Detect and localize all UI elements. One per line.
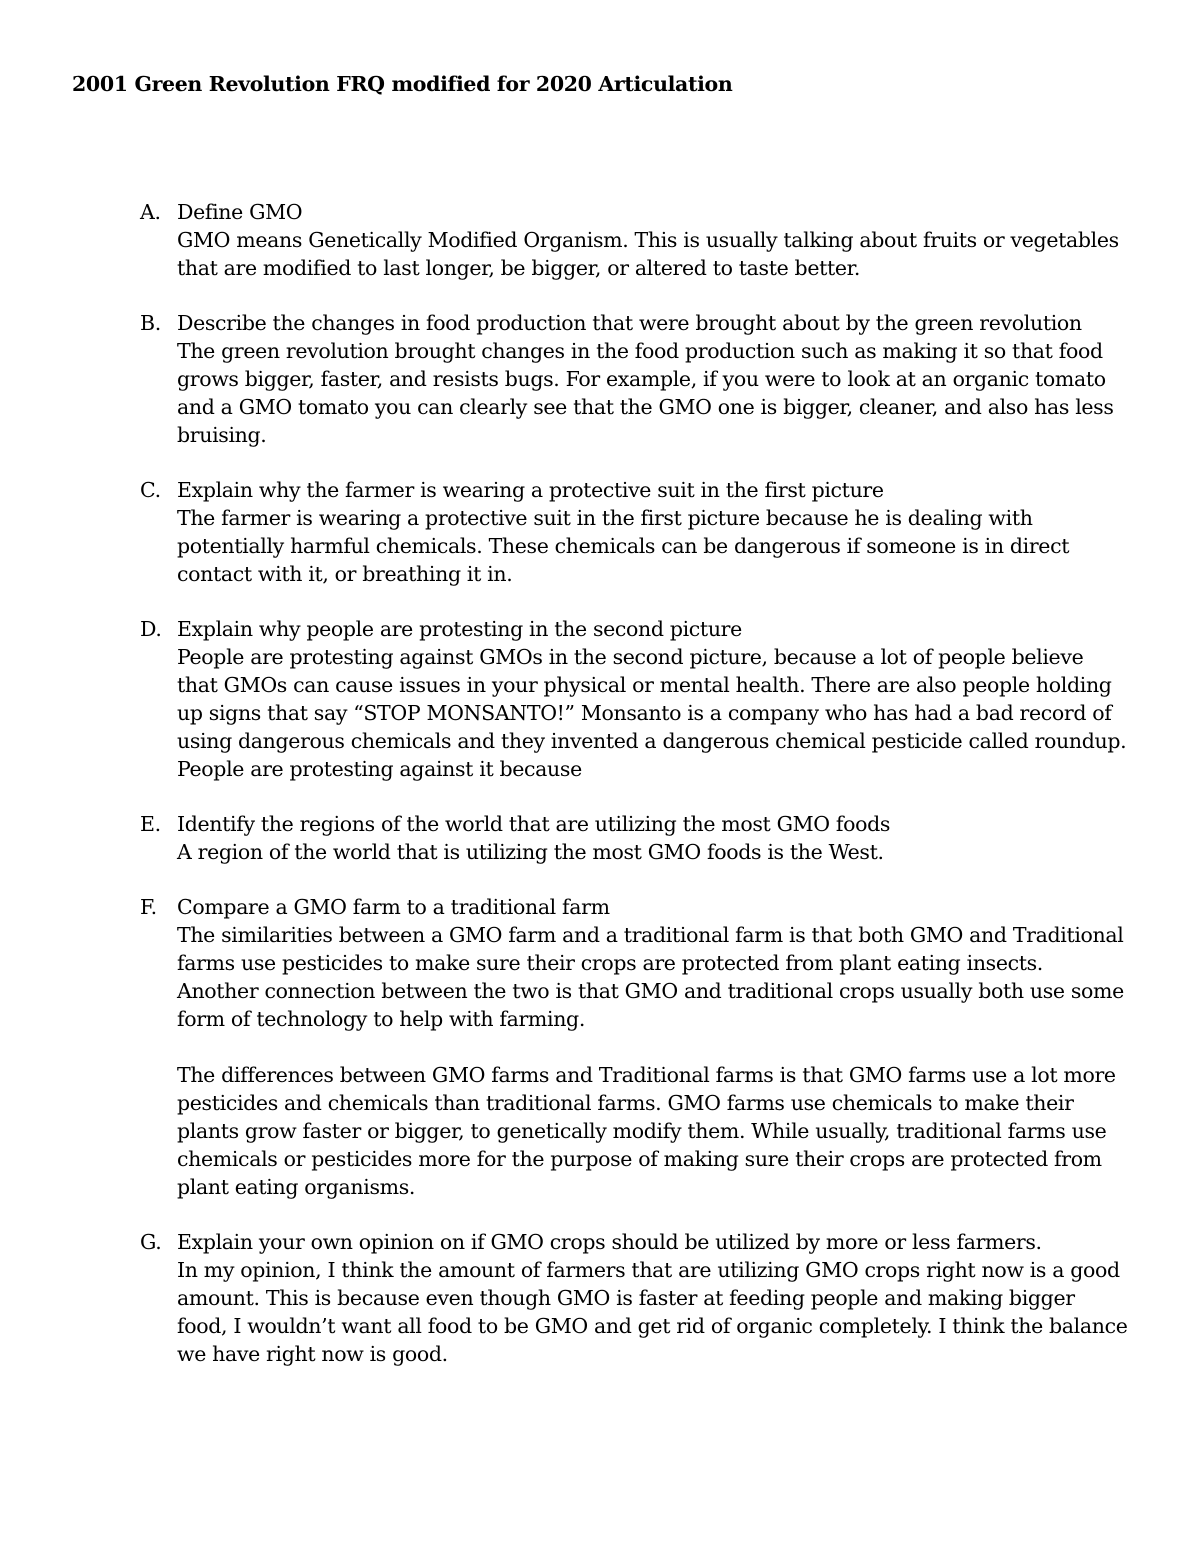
question-prompt: Explain why people are protesting in the second picture: [177, 617, 742, 641]
question-letter: E.: [140, 812, 161, 836]
question-answer: GMO means Genetically Modified Organism. This is usually talking about fruits or vegetables that are modified to last longer, be bigger, or altered to taste better.: [177, 228, 1119, 280]
question-prompt: Explain why the farmer is wearing a protective suit in the first picture: [177, 478, 884, 502]
question-letter: D.: [140, 617, 162, 641]
question-item-e: [72, 810, 1128, 866]
question-item-f: [72, 893, 1128, 1201]
question-body: [177, 1228, 1128, 1368]
question-body: [177, 476, 1128, 588]
question-answer-second-paragraph: The differences between GMO farms and Traditional farms is that GMO farms use a lot more pesticides and chemicals than traditional farms. GMO farms use chemicals to make their plants grow faster or bigger, to genetically modify them. While usually, traditional farms use chemicals or pesticides more for the purpose of making sure their crops are protected from plant eating organisms.: [177, 1063, 1116, 1199]
question-body: [177, 198, 1128, 282]
question-letter: F.: [140, 895, 157, 919]
question-item-d: [72, 615, 1128, 783]
question-prompt: Identify the regions of the world that are utilizing the most GMO foods: [177, 812, 891, 836]
question-prompt: Define GMO: [177, 200, 303, 224]
question-answer: The farmer is wearing a protective suit in the first picture because he is dealing with potentially harmful chemicals. These chemicals can be dangerous if someone is in direct contact with it, or breathing it in.: [177, 506, 1070, 586]
question-answer: A region of the world that is utilizing the most GMO foods is the West.: [177, 840, 884, 864]
question-prompt: Explain your own opinion on if GMO crops should be utilized by more or less farmers.: [177, 1230, 1042, 1254]
question-item-a: [72, 198, 1128, 282]
question-letter: B.: [140, 311, 161, 335]
question-list: [72, 198, 1128, 1368]
question-body: [177, 309, 1128, 449]
question-body: [177, 893, 1128, 1201]
question-prompt: Compare a GMO farm to a traditional farm: [177, 895, 610, 919]
document-title: 2001 Green Revolution FRQ modified for 2020 Articulation: [72, 72, 733, 96]
question-answer: The green revolution brought changes in the food production such as making it so that food grows bigger, faster, and resists bugs. For example, if you were to look at an organic tomato and a GMO tomato you can clearly see that the GMO one is bigger, cleaner, and also has less bruising.: [177, 339, 1114, 447]
question-answer: The similarities between a GMO farm and a traditional farm is that both GMO and Traditional farms use pesticides to make sure their crops are protected from plant eating insects. Another connection between the two is that GMO and traditional crops usually both use some form of technology to help with farming.: [177, 923, 1124, 1031]
question-item-c: [72, 476, 1128, 588]
question-answer: In my opinion, I think the amount of farmers that are utilizing GMO crops right now is a good amount. This is because even though GMO is faster at feeding people and making bigger food, I wouldn’t want all food to be GMO and get rid of organic completely. I think the balance we have right now is good.: [177, 1258, 1128, 1366]
question-body: [177, 810, 1128, 866]
question-item-g: [72, 1228, 1128, 1368]
question-prompt: Describe the changes in food production that were brought about by the green revolution: [177, 311, 1082, 335]
question-answer: People are protesting against GMOs in the second picture, because a lot of people believe that GMOs can cause issues in your physical or mental health. There are also people holding up signs that say “STOP MONSANTO!” Monsanto is a company who has had a bad record of using dangerous chemicals and they invented a dangerous chemical pesticide called roundup. People are protesting against it because: [177, 645, 1127, 781]
question-letter: G.: [140, 1230, 162, 1254]
question-letter: C.: [140, 478, 161, 502]
question-item-b: [72, 309, 1128, 449]
question-letter: A.: [140, 200, 161, 224]
question-body: [177, 615, 1128, 783]
